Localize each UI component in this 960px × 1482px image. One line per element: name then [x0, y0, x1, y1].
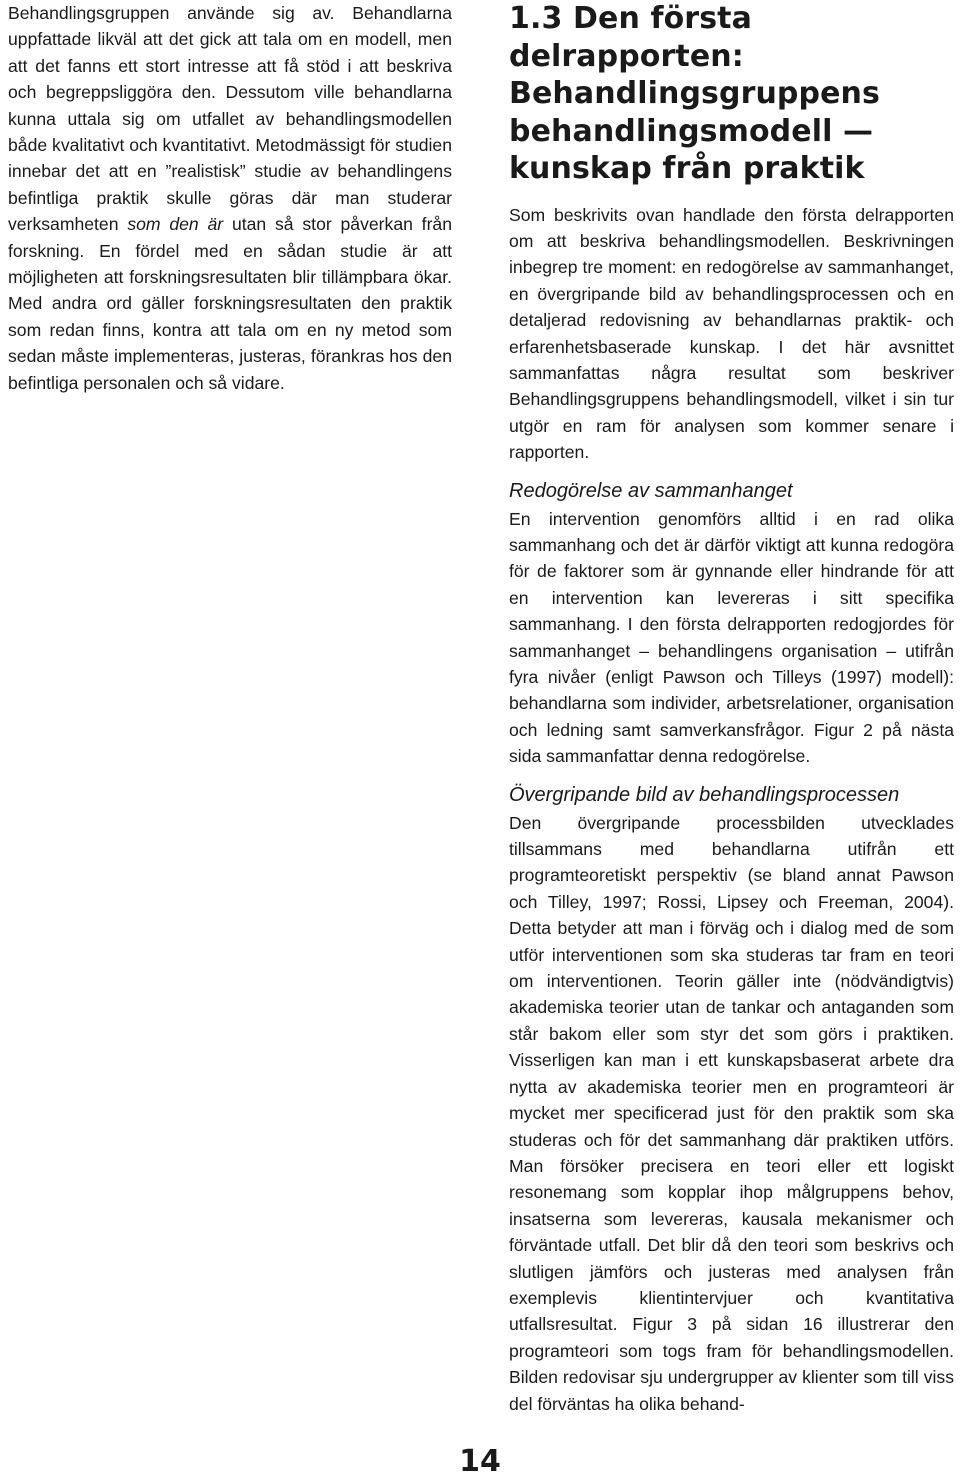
- subsection-text-context: En intervention genomförs alltid i en rad olika sammanhang och det är därför viktigt att kunna redogöra för de faktorer som är gynnande eller hindrande för att en intervention kan levereras i sitt specifika sammanhang. I den första delrapporten redogjordes för sammanhanget – behandlingens organisation – utifrån fyra nivåer (enligt Pawson och Tilleys (1997) modell): behandlarna som individer, arbetsrelationer, organisation och ledning samt samverkansfrågor. Figur 2 på nästa sida sammanfattar denna redogörelse.: [509, 508, 954, 767]
- body-paragraph: [8, 0, 452, 396]
- page-number: 14: [459, 1444, 501, 1479]
- subsection-title-context: Redogörelse av sammanhanget: [509, 479, 793, 502]
- left-column: [8, 0, 452, 396]
- subsection-title-process: Övergripande bild av behandlingsprocessen: [509, 783, 900, 806]
- right-column: [509, 0, 954, 1417]
- paragraph-text-start: Behandlingsgruppen använde sig av. Behandlarna uppfattade likväl att det gick att tala om en modell, men att det fanns ett stort intresse att få stöd i att beskriva och begreppsliggöra den. Dessutom ville behandlarna kunna uttala sig om utfallet av behandlingsmodellen både kvalitativt och kvantitativt. Metodmässigt för studien innebar det att en ”realistisk” studie av behandlingens befintliga praktik skulle göras där man studerar verksamheten: [8, 3, 452, 235]
- section-title: 1.3 Den första delrapporten: Behandlingsgruppens behandlingsmodell — kunskap från praktik: [509, 1, 880, 186]
- subsection-text-process: Den övergripande processbilden utvecklades tillsammans med behandlarna utifrån ett programteoretiskt perspektiv (se bland annat Pawson och Tilley, 1997; Rossi, Lipsey och Freeman, 2004). Detta betyder att man i förväg och i dialog med de som utför interventionen som ska studeras tar fram en teori om interventionen. Teorin gäller inte (nödvändigtvis) akademiska teorier utan de tankar och antaganden som står bakom eller som styr det som görs i praktiken. Visserligen kan man i ett kunskapsbaserat arbete dra nytta av akademiska teorier men en programteori är mycket mer specificerad just för den praktik som ska studeras och för det sammanhang där praktiken utförs. Man försöker precisera en teori eller ett logiskt resonemang som kopplar ihop målgruppens behov, insatserna som levereras, kausala mekanismer och förväntade utfall. Det blir då den teori som beskrivs och slutligen jämförs och justeras med analysen från exemplevis klientintervjuer och kvantitativa utfallsresultat. Figur 3 på sidan 16 illustrerar den programteori som togs fram för behandlingsmodellen. Bilden redovisar sju undergrupper av klienter som till viss del förväntas ha olika behand-: [509, 812, 954, 1414]
- paragraph-emphasis: som den är: [127, 214, 224, 235]
- paragraph-text-end: utan så stor påverkan från forskning. En fördel med en sådan studie är att möjligheten att forskningsresultaten blir tillämpbara ökar. Med andra ord gäller forskningsresultaten den praktik som redan finns, kontra att tala om en ny metod som sedan måste implementeras, justeras, förankras hos den befintliga personalen och så vidare.: [8, 214, 453, 393]
- section-intro: Som beskrivits ovan handlade den första delrapporten om att beskriva behandlingsmodellen. Beskrivningen inbegrep tre moment: en redogörelse av sammanhanget, en övergripande bild av behandlingsprocessen och en detaljerad redovisning av behandlarnas praktik- och erfarenhetsbaserade kunskap. I det här avsnittet sammanfattas några resultat som beskriver Behandlingsgruppens behandlingsmodell, vilket i sin tur utgör en ram för analysen som kommer senare i rapporten.: [509, 204, 954, 463]
